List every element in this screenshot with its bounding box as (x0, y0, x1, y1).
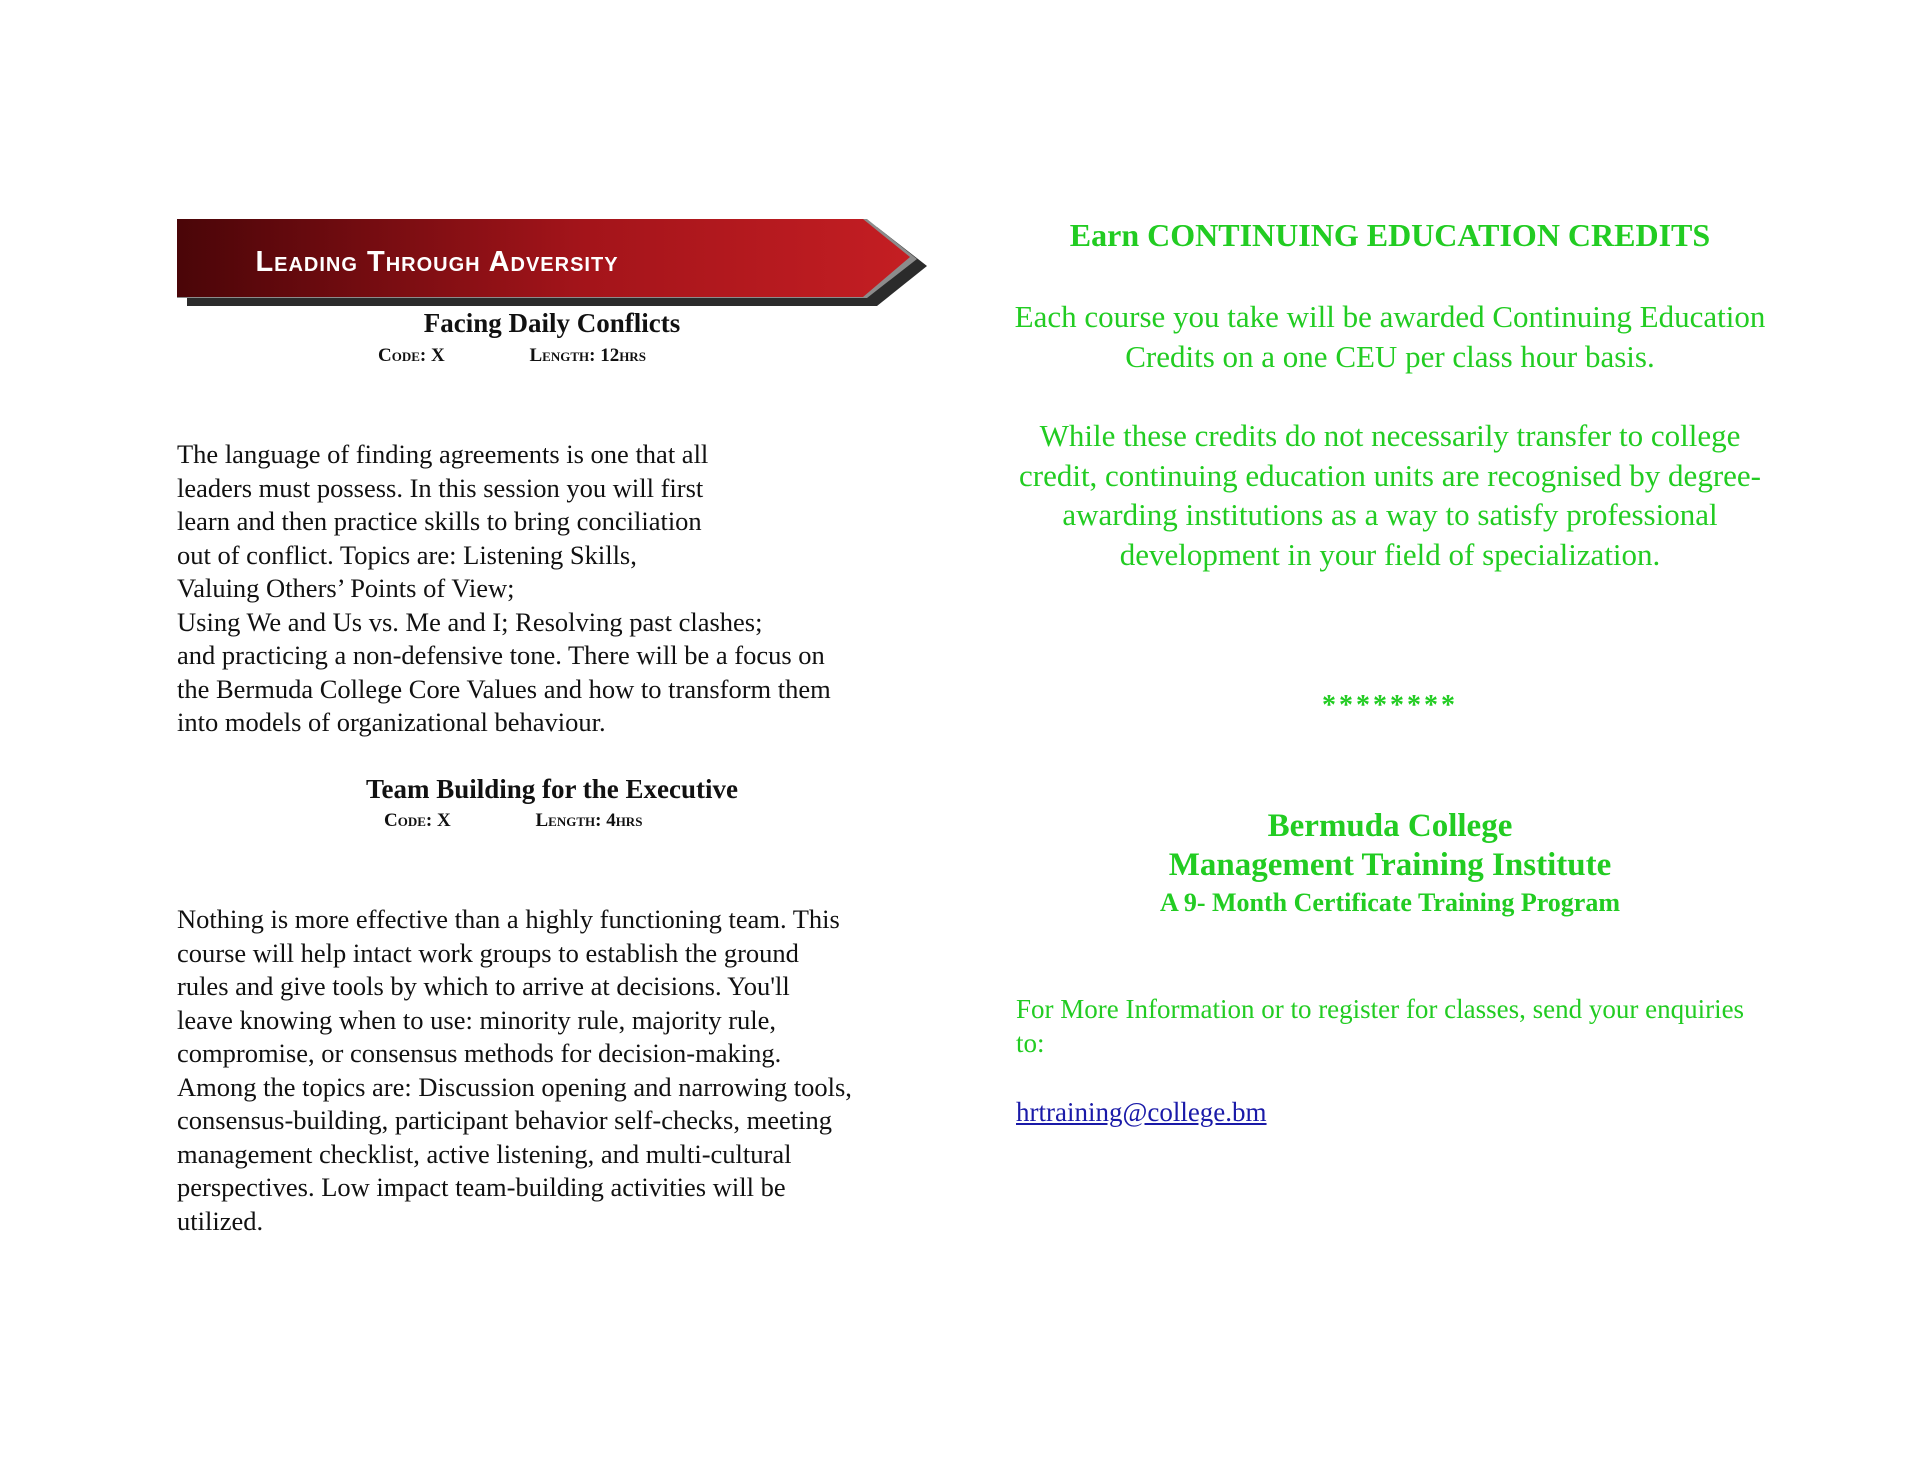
code-label: Code: (378, 345, 427, 366)
banner-title: Leading Through Adversity (255, 246, 619, 278)
section-banner (177, 219, 927, 306)
code-label: Code: (384, 810, 433, 831)
course-code (384, 810, 451, 832)
course-title-team-building: Team Building for the Executive (365, 774, 738, 804)
length-value: 4hrs (606, 810, 643, 831)
org-program: A 9- Month Certificate Training Program (1160, 888, 1620, 917)
length-value: 12hrs (600, 345, 646, 366)
course-description-facing-daily-conflicts: The language of finding agreements is one that all leaders must possess. In this session you will first learn and then practice skills to bring conciliation out of conflict. Topics are: Listening Skills, Valuing Others’ Points of View; Using We and Us vs. Me and I; Resolving past clashes; and practicing a non-defensive tone. There will be a focus on the Bermuda College Core Values and how to transform them into models of organizational behaviour. (177, 439, 831, 737)
length-label: Length: (535, 810, 602, 831)
org-name: Bermuda College (1267, 808, 1513, 844)
ce-paragraph-awarded: Each course you take will be awarded Continuing Education Credits on a one CEU per class hour basis. (1014, 299, 1766, 374)
ce-paragraph-transfer: While these credits do not necessarily transfer to college credit, continuing education units are recognised by degree-awarding institutions as a way to satisfy professional development in your field of specialization. (1018, 418, 1761, 572)
course-length (529, 345, 645, 367)
contact-info-text: For More Information or to register for classes, send your enquiries to: (1016, 994, 1745, 1058)
code-value: X (430, 345, 445, 366)
course-title-facing-daily-conflicts: Facing Daily Conflicts (423, 308, 681, 338)
ce-heading: Earn CONTINUING EDUCATION CREDITS (1069, 217, 1711, 253)
length-label: Length: (529, 345, 596, 366)
course-description-team-building: Nothing is more effective than a highly functioning team. This course will help intact work groups to establish the ground rules and give tools by which to arrive at decisions. You'll leave knowing when to use: minority rule, majority rule, compromise, or consensus methods for decision-making. Among the topics are: Discussion opening and narrowing tools, consensus-building, participant behavior self-checks, meeting management checklist, active listening, and multi-cultural perspectives. Low impact team-building activities will be utilized. (177, 904, 852, 1236)
course-code (378, 345, 445, 367)
course-meta (384, 810, 642, 832)
separator-stars: ******** (1322, 690, 1458, 721)
org-institute: Management Training Institute (1168, 847, 1612, 883)
course-length (535, 810, 642, 832)
contact-email-link[interactable]: hrtraining@college.bm (1016, 1097, 1267, 1127)
course-meta (378, 345, 646, 367)
code-value: X (436, 810, 451, 831)
